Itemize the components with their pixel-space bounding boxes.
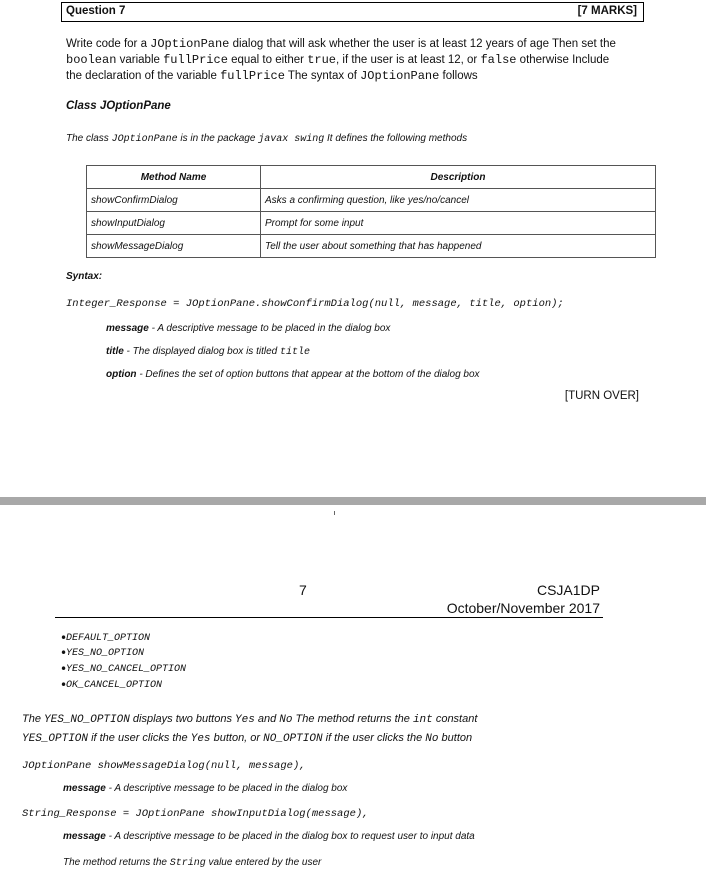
table-header: Description	[261, 166, 656, 189]
yes-no-text: if the user clicks the	[88, 732, 191, 744]
turn-over: [TURN OVER]	[564, 390, 639, 402]
table-header: Method Name	[87, 166, 261, 189]
class-desc-code: JOptionPane	[111, 134, 178, 145]
intro-code: JOptionPane	[150, 37, 230, 51]
yes-no-text: displays two buttons	[129, 713, 236, 725]
list-item: • YES_NO_CANCEL_OPTION	[66, 664, 186, 675]
table-cell: showConfirmDialog	[87, 189, 261, 212]
input-param	[63, 831, 475, 842]
param-name: message	[106, 323, 149, 334]
param-option	[106, 369, 480, 380]
class-desc-text: The class	[66, 133, 112, 144]
yes-no-code: Yes	[190, 733, 211, 745]
table-row	[87, 212, 656, 235]
question-label: Question 7	[66, 5, 126, 17]
input-dialog-line: String_Response = JOptionPane showInputDialog(message),	[22, 808, 369, 820]
syntax-label: Syntax:	[66, 271, 103, 282]
param-desc: - The displayed dialog box is titled	[123, 346, 280, 357]
table-cell: showInputDialog	[87, 212, 261, 235]
class-desc-text: is in the package	[177, 133, 259, 144]
intro-code: false	[480, 53, 517, 67]
returns-text: value entered by the user	[205, 857, 322, 868]
class-heading: Class JOptionPane	[66, 100, 171, 112]
list-item: • DEFAULT_OPTION	[66, 633, 150, 644]
list-item: • OK_CANCEL_OPTION	[66, 680, 162, 691]
methods-table	[86, 165, 656, 258]
yes-no-code: No	[279, 714, 293, 726]
footer-rule	[55, 617, 603, 618]
intro-text: follows	[439, 70, 478, 82]
yes-no-code: YES_OPTION	[22, 733, 89, 745]
table-row	[87, 235, 656, 258]
yes-no-text: The	[22, 713, 45, 725]
page-divider	[0, 497, 706, 505]
returns-code: String	[169, 858, 206, 869]
table-cell: Asks a confirming question, like yes/no/cancel	[261, 189, 656, 212]
yes-no-text: The method returns the	[292, 713, 413, 725]
param-desc: - A descriptive message to be placed in the dialog box to request user to input data	[105, 831, 475, 842]
param-name: title	[106, 346, 124, 357]
table-row	[87, 189, 656, 212]
intro-text: the declaration of the variable	[66, 70, 221, 82]
intro-code: true	[307, 53, 336, 67]
intro-text: , if the user is at least 12, or	[336, 54, 481, 66]
yes-no-code: Yes	[235, 714, 255, 726]
yes-no-code: No	[425, 733, 439, 745]
param-name: option	[106, 369, 137, 380]
intro-text: dialog that will ask whether the user is at least 12 years of age Then set the	[229, 38, 616, 50]
intro-code: fullPrice	[163, 53, 228, 67]
param-desc: - A descriptive message to be placed in the dialog box	[105, 783, 348, 794]
intro-code: fullPrice	[220, 69, 285, 83]
yes-no-paragraph	[22, 710, 662, 748]
message-param	[63, 783, 347, 794]
param-name: message	[63, 831, 106, 842]
yes-no-text: if the user clicks the	[322, 732, 426, 744]
course-code: CSJA1DP	[536, 582, 600, 598]
yes-no-code: int	[412, 714, 433, 726]
class-desc-code: javax swing	[258, 134, 325, 145]
question-header	[61, 2, 644, 22]
scan-mark	[334, 511, 335, 515]
yes-no-code: YES_NO_OPTION	[44, 714, 130, 726]
intro-code: boolean	[66, 53, 117, 67]
intro-text: The syntax of	[284, 70, 361, 82]
syntax-line: Integer_Response = JOptionPane.showConfirmDialog(null, message, title, option);	[66, 298, 564, 310]
class-description	[66, 133, 467, 145]
param-name: message	[63, 783, 106, 794]
returns-text: The method returns the	[63, 857, 170, 868]
yes-no-code: NO_OPTION	[263, 733, 323, 745]
list-item: • YES_NO_OPTION	[66, 648, 144, 659]
intro-code: JOptionPane	[360, 69, 440, 83]
table-cell: showMessageDialog	[87, 235, 261, 258]
intro-text: Write code for a	[66, 38, 151, 50]
class-desc-text: It defines the following methods	[324, 133, 468, 144]
param-desc: - A descriptive message to be placed in the dialog box	[148, 323, 391, 334]
param-title	[106, 346, 310, 358]
intro-text: otherwise Include	[516, 54, 610, 66]
yes-no-text: constant	[432, 713, 478, 725]
yes-no-text: and	[254, 713, 280, 725]
param-code: title	[279, 347, 310, 358]
exam-session: October/November 2017	[446, 600, 600, 616]
message-dialog-line: JOptionPane showMessageDialog(null, message),	[22, 760, 306, 772]
page-number: 7	[299, 582, 307, 598]
param-message	[106, 323, 390, 334]
yes-no-text: button	[438, 732, 473, 744]
param-desc: - Defines the set of option buttons that appear at the bottom of the dialog box	[136, 369, 480, 380]
intro-paragraph	[66, 36, 646, 84]
table-header-row	[87, 166, 656, 189]
yes-no-text: button, or	[210, 732, 264, 744]
returns-line	[63, 857, 321, 869]
table-cell: Tell the user about something that has happened	[261, 235, 656, 258]
intro-text: variable	[116, 54, 164, 66]
intro-text: equal to either	[227, 54, 308, 66]
table-cell: Prompt for some input	[261, 212, 656, 235]
question-marks: [7 MARKS]	[577, 5, 637, 17]
